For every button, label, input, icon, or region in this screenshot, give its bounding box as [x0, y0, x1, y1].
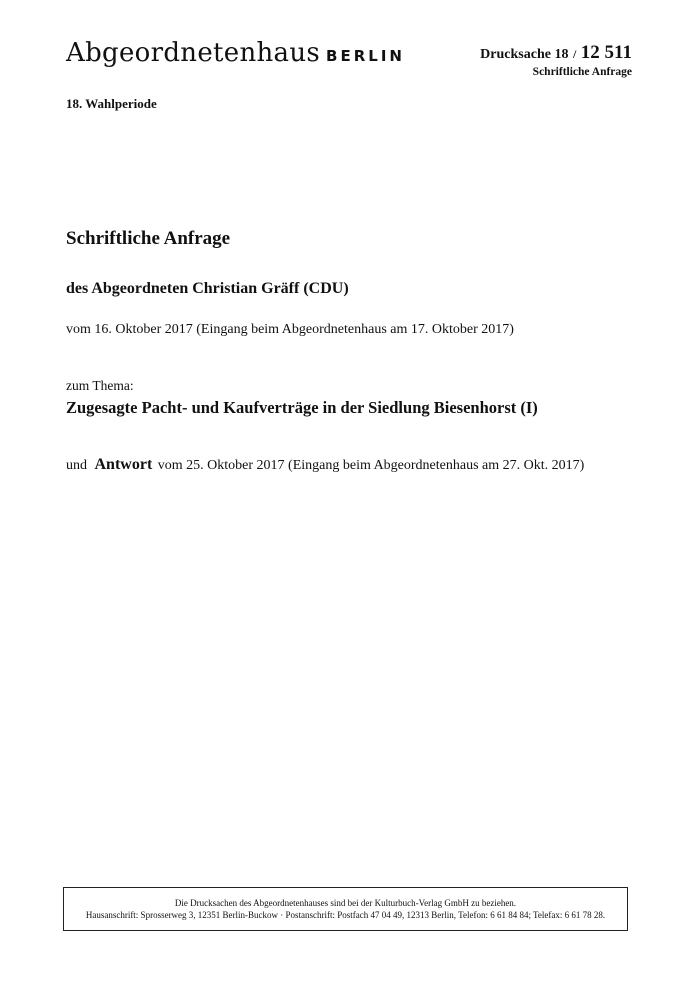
footer-line-2: Hausanschrift: Sprosserweg 3, 12351 Berlin-Buckow · Postanschrift: Postfach 47 04 49, 12313 Berlin, Telefon: 6 61 84 84; Telefax: 6 61 78 28. — [85, 910, 606, 920]
document-number — [480, 42, 632, 64]
document-number-prefix: Drucksache 18 — [480, 47, 569, 62]
logo-city: BERLIN — [326, 47, 405, 65]
footer-line-1: Die Drucksachen des Abgeordnetenhauses sind bei der Kulturbuch-Verlag GmbH zu beziehen. — [174, 898, 517, 908]
topic-label: zum Thema: — [66, 378, 134, 393]
answer-date: vom 25. Oktober 2017 (Eingang beim Abgeordnetenhaus am 27. Okt. 2017) — [157, 458, 585, 473]
answer-line — [66, 456, 584, 474]
submission-date-line: vom 16. Oktober 2017 (Eingang beim Abgeordnetenhaus am 17. Oktober 2017) — [66, 322, 514, 337]
parliament-logo — [66, 38, 405, 68]
logo-name: Abgeordnetenhaus — [66, 38, 321, 68]
legislative-period: 18. Wahlperiode — [66, 96, 157, 111]
answer-word: Antwort — [94, 456, 153, 473]
footer-box — [63, 887, 628, 931]
topic-title: Zugesagte Pacht- und Kaufverträge in der Siedlung Biesenhorst (I) — [66, 398, 538, 417]
document-number-value: 12 511 — [580, 42, 632, 63]
document-number-slash: / — [572, 47, 577, 61]
page-title: Schriftliche Anfrage — [66, 228, 231, 249]
answer-prefix: und — [66, 458, 87, 473]
document-type: Schriftliche Anfrage — [532, 66, 632, 78]
author-line: des Abgeordneten Christian Gräff (CDU) — [66, 280, 349, 297]
